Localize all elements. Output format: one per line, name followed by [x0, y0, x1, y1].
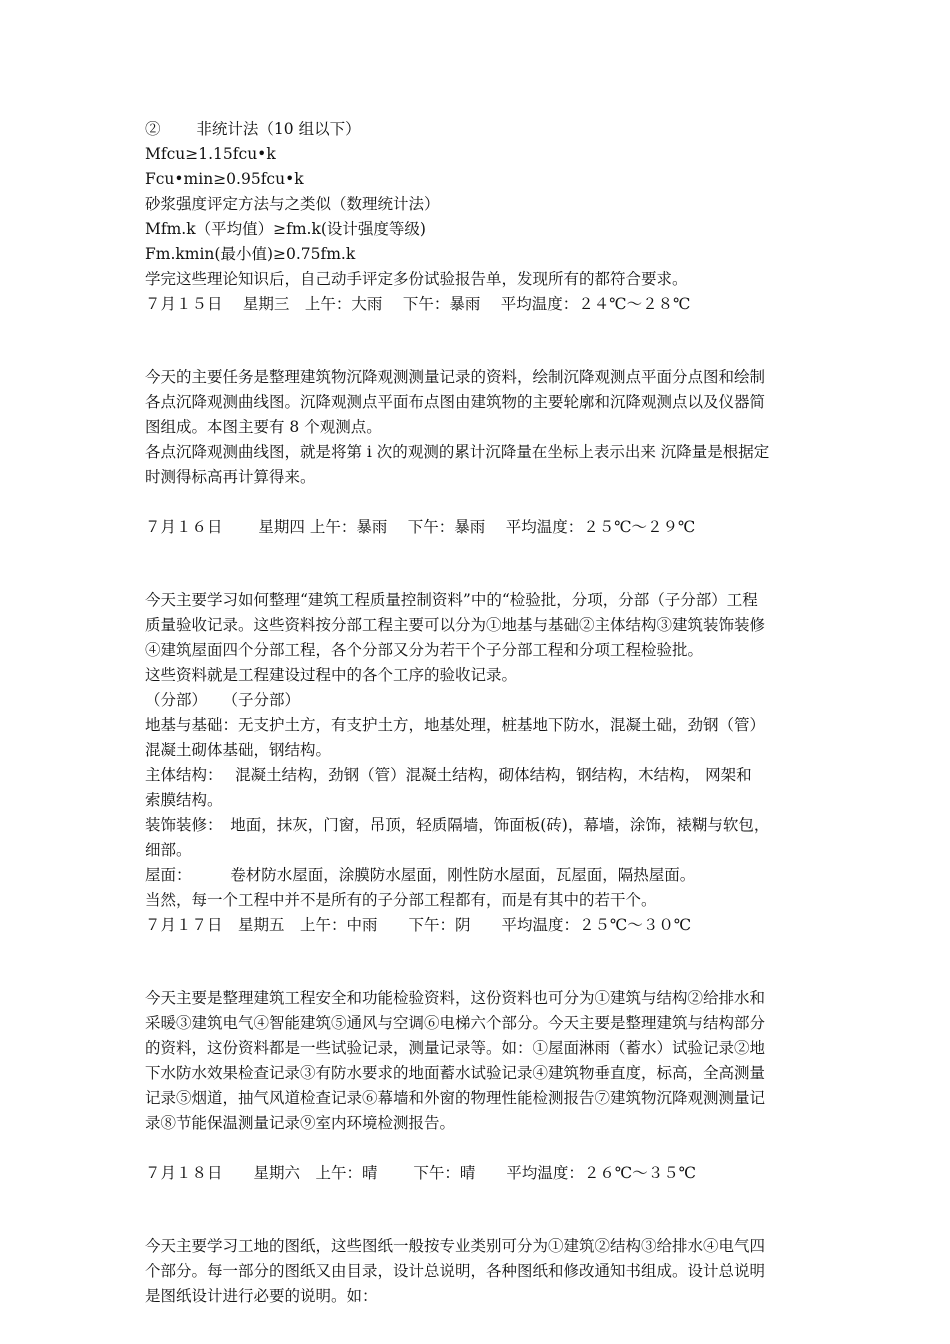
paragraph-line: 今天主要学习工地的图纸，这些图纸一般按专业类别可分为①建筑②结构③给排水④电气四 [145, 1237, 766, 1255]
diary-date-line: ７月１８日 星期六 上午：晴 下午：晴 平均温度：２６℃～３５℃ [145, 1164, 697, 1182]
paragraph-line: 今天的主要任务是整理建筑物沉降观测测量记录的资料，绘制沉降观测点平面分点图和绘制 [145, 368, 766, 386]
table-header: （分部） （子分部） [145, 691, 301, 709]
paragraph-line: 记录⑤烟道，抽气风道检查记录⑥幕墙和外窗的物理性能检测报告⑦建筑物沉降观测测量记 [145, 1089, 766, 1107]
paragraph-line: 今天主要是整理建筑工程安全和功能检验资料，这份资料也可分为①建筑与结构②给排水和 [145, 989, 766, 1007]
paragraph-line: 的资料，这份资料都是一些试验记录，测量记录等。如：①屋面淋雨（蓄水）试验记录②地 [145, 1039, 766, 1057]
diary-date-line: ７月１５日 星期三 上午：大雨 下午：暴雨 平均温度：２４℃～２８℃ [145, 295, 691, 313]
category-line: 屋面： 卷材防水屋面，涂膜防水屋面，刚性防水屋面，瓦屋面，隔热屋面。 [145, 866, 696, 884]
document-page [145, 117, 810, 1309]
formula-line: Mfm.k（平均值）≥fm.k(设计强度等级) [145, 220, 426, 238]
formula-line: Mfcu≥1.15fcu•k [145, 145, 276, 163]
paragraph-line: 图组成。本图主要有 8 个观测点。 [145, 418, 382, 436]
category-line: 索膜结构。 [145, 791, 223, 809]
formula-line: Fm.kmin(最小值)≥0.75fm.k [145, 245, 356, 263]
category-line: 装饰装修： 地面，抹灰，门窗，吊顶，轻质隔墙，饰面板(砖)，幕墙，涂饰，裱糊与软包， [145, 816, 770, 834]
formula-line: Fcu•min≥0.95fcu•k [145, 170, 304, 188]
paragraph-line: 是图纸设计进行必要的说明。如： [145, 1287, 378, 1305]
paragraph-line: 质量验收记录。这些资料按分部工程主要可以分为①地基与基础②主体结构③建筑装饰装修 [145, 616, 766, 634]
paragraph-line: 个部分。每一部分的图纸又由目录，设计总说明，各种图纸和修改通知书组成。设计总说明 [145, 1262, 766, 1280]
paragraph-line: 今天主要学习如何整理“建筑工程质量控制资料”中的“检验批，分项，分部（子分部）工程 [145, 591, 758, 609]
category-line: 地基与基础：无支护土方，有支护土方，地基处理，桩基地下防水，混凝土础，劲钢（管） [145, 716, 766, 734]
closing-line: 当然，每一个工程中并不是所有的子分部工程都有，而是有其中的若干个。 [145, 891, 657, 909]
category-line: 主体结构： 混凝土结构，劲钢（管）混凝土结构，砌体结构，钢结构，木结构， 网架和 [145, 766, 752, 784]
note-line: 这些资料就是工程建设过程中的各个工序的验收记录。 [145, 666, 518, 684]
mortar-note: 砂浆强度评定方法与之类似（数理统计法） [145, 195, 440, 213]
diary-date-line: ７月１６日 星期四 上午：暴雨 下午：暴雨 平均温度：２５℃～２９℃ [145, 518, 696, 536]
paragraph-line: 时测得标高再计算得来。 [145, 468, 316, 486]
paragraph-line: 下水防水效果检查记录③有防水要求的地面蓄水试验记录④建筑物垂直度，标高，全高测量 [145, 1064, 766, 1082]
paragraph-line: 录⑧节能保温测量记录⑨室内环境检测报告。 [145, 1114, 456, 1132]
paragraph-line: 各点沉降观测曲线图。沉降观测点平面布点图由建筑物的主要轮廓和沉降观测点以及仪器简 [145, 393, 766, 411]
paragraph-line: 采暖③建筑电气④智能建筑⑤通风与空调⑥电梯六个部分。今天主要是整理建筑与结构部分 [145, 1014, 766, 1032]
summary-line: 学完这些理论知识后，自己动手评定多份试验报告单，发现所有的都符合要求。 [145, 270, 688, 288]
diary-date-line: ７月１７日 星期五 上午：中雨 下午：阴 平均温度：２５℃～３０℃ [145, 916, 692, 934]
section-heading: ② 非统计法（10 组以下） [145, 120, 361, 138]
paragraph-line: 各点沉降观测曲线图，就是将第 i 次的观测的累计沉降量在坐标上表示出来 沉降量是根据定 [145, 443, 770, 461]
category-line: 细部。 [145, 841, 192, 859]
paragraph-line: ④建筑屋面四个分部工程，各个分部又分为若干个子分部工程和分项工程检验批。 [145, 641, 704, 659]
category-line: 混凝土砌体基础，钢结构。 [145, 741, 332, 759]
